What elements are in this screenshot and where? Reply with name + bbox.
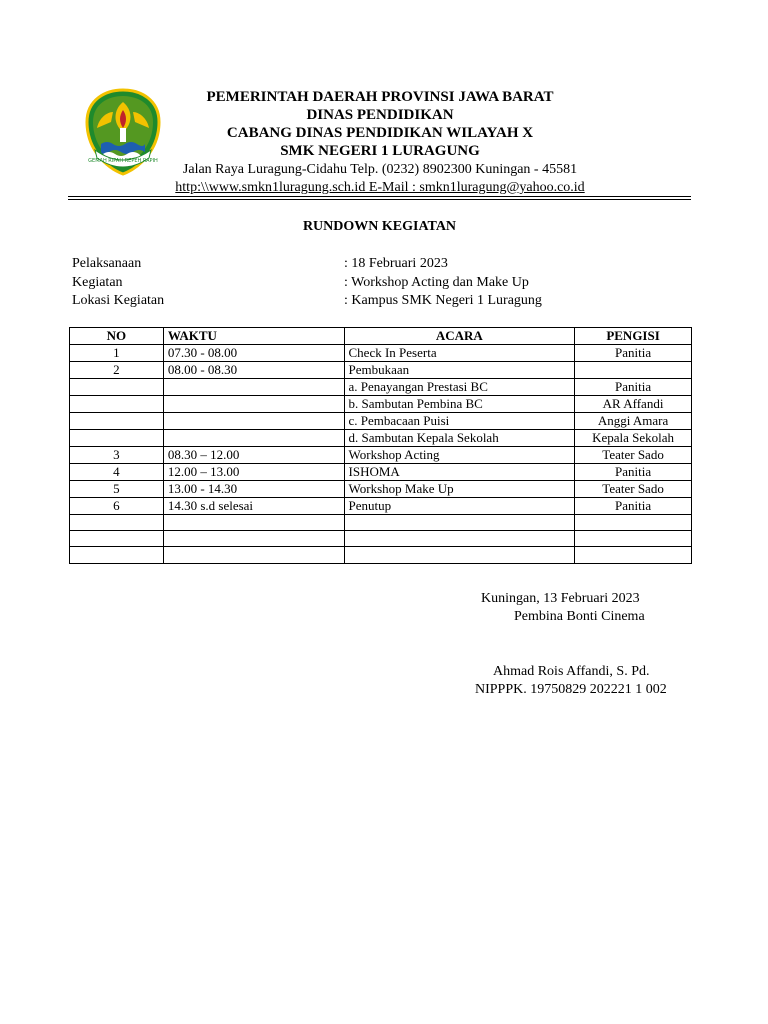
table-row [70, 345, 692, 362]
cell-waktu: 12.00 – 13.00 [163, 464, 344, 481]
cell-waktu [163, 396, 344, 413]
header-address: Jalan Raya Luragung-Cidahu Telp. (0232) 8902300 Kuningan - 45581 [182, 162, 578, 177]
rundown-table [69, 327, 692, 564]
cell-no [70, 531, 164, 547]
cell-acara: c. Pembacaan Puisi [344, 413, 575, 430]
cell-pengisi [575, 515, 692, 531]
table-row [70, 362, 692, 379]
letterhead-divider-top [68, 196, 691, 197]
cell-pengisi [575, 547, 692, 563]
cell-pengisi: Panitia [575, 345, 692, 362]
cell-acara: a. Penayangan Prestasi BC [344, 379, 575, 396]
column-header-pengisi: PENGISI [575, 328, 692, 345]
header-line-2: DINAS PENDIDIKAN [306, 107, 454, 123]
table-row [70, 531, 692, 547]
header-line-4: SMK NEGERI 1 LURAGUNG [280, 143, 480, 159]
table-row [70, 430, 692, 447]
cell-waktu: 14.30 s.d selesai [163, 498, 344, 515]
cell-pengisi: AR Affandi [575, 396, 692, 413]
column-header-no: NO [70, 328, 164, 345]
info-value: : Kampus SMK Negeri 1 Luragung [344, 293, 542, 308]
table-header-row [70, 328, 692, 345]
cell-pengisi: Teater Sado [575, 447, 692, 464]
cell-acara [344, 531, 575, 547]
cell-waktu: 08.00 - 08.30 [163, 362, 344, 379]
cell-no: 4 [70, 464, 164, 481]
cell-acara: Workshop Acting [344, 447, 575, 464]
table-row [70, 413, 692, 430]
table-row [70, 481, 692, 498]
cell-acara: Pembukaan [344, 362, 575, 379]
header-web-email: http:\\www.smkn1luragung.sch.id E-Mail : smkn1luragung@yahoo.co.id [175, 180, 585, 195]
info-label: Kegiatan [72, 275, 123, 290]
header-line-1: PEMERINTAH DAERAH PROVINSI JAWA BARAT [206, 89, 554, 105]
cell-no: 3 [70, 447, 164, 464]
info-row [72, 292, 692, 310]
letterhead-divider-bottom [68, 199, 691, 200]
cell-no [70, 515, 164, 531]
document-title: RUNDOWN KEGIATAN [302, 219, 457, 234]
table-row [70, 379, 692, 396]
cell-waktu: 13.00 - 14.30 [163, 481, 344, 498]
cell-acara: Penutup [344, 498, 575, 515]
cell-waktu [163, 379, 344, 396]
cell-no [70, 379, 164, 396]
cell-acara: b. Sambutan Pembina BC [344, 396, 575, 413]
table-row [70, 464, 692, 481]
column-header-waktu: WAKTU [163, 328, 344, 345]
logo-motto: GEMAH RIPAH REPEH RAPIH [88, 158, 158, 164]
signature-place-date: Kuningan, 13 Februari 2023 [481, 591, 640, 606]
cell-acara: d. Sambutan Kepala Sekolah [344, 430, 575, 447]
table-row [70, 515, 692, 531]
cell-no: 6 [70, 498, 164, 515]
signature-role: Pembina Bonti Cinema [514, 609, 645, 624]
cell-no [70, 547, 164, 563]
cell-no [70, 430, 164, 447]
signature-id: NIPPPK. 19750829 202221 1 002 [475, 682, 667, 697]
info-label: Pelaksanaan [72, 256, 142, 271]
header-line-3: CABANG DINAS PENDIDIKAN WILAYAH X [226, 125, 534, 141]
table-row [70, 498, 692, 515]
cell-waktu [163, 531, 344, 547]
cell-no: 1 [70, 345, 164, 362]
cell-acara: ISHOMA [344, 464, 575, 481]
info-value: : 18 Februari 2023 [344, 256, 448, 271]
cell-waktu: 07.30 - 08.00 [163, 345, 344, 362]
cell-acara: Workshop Make Up [344, 481, 575, 498]
column-header-acara: ACARA [344, 328, 575, 345]
info-row [72, 255, 692, 273]
table-row [70, 547, 692, 563]
cell-no: 2 [70, 362, 164, 379]
cell-pengisi: Panitia [575, 464, 692, 481]
cell-no: 5 [70, 481, 164, 498]
cell-pengisi: Panitia [575, 498, 692, 515]
cell-acara [344, 547, 575, 563]
cell-waktu [163, 515, 344, 531]
cell-waktu [163, 413, 344, 430]
table-row [70, 447, 692, 464]
cell-no [70, 396, 164, 413]
cell-pengisi: Kepala Sekolah [575, 430, 692, 447]
table-row [70, 396, 692, 413]
cell-no [70, 413, 164, 430]
info-row [72, 274, 692, 292]
cell-acara: Check In Peserta [344, 345, 575, 362]
cell-pengisi: Teater Sado [575, 481, 692, 498]
info-label: Lokasi Kegiatan [72, 293, 165, 308]
info-value: : Workshop Acting dan Make Up [344, 275, 529, 290]
cell-waktu: 08.30 – 12.00 [163, 447, 344, 464]
cell-waktu [163, 547, 344, 563]
cell-waktu [163, 430, 344, 447]
signature-name: Ahmad Rois Affandi, S. Pd. [493, 664, 650, 679]
cell-pengisi: Anggi Amara [575, 413, 692, 430]
cell-pengisi [575, 362, 692, 379]
cell-pengisi: Panitia [575, 379, 692, 396]
cell-acara [344, 515, 575, 531]
cell-pengisi [575, 531, 692, 547]
